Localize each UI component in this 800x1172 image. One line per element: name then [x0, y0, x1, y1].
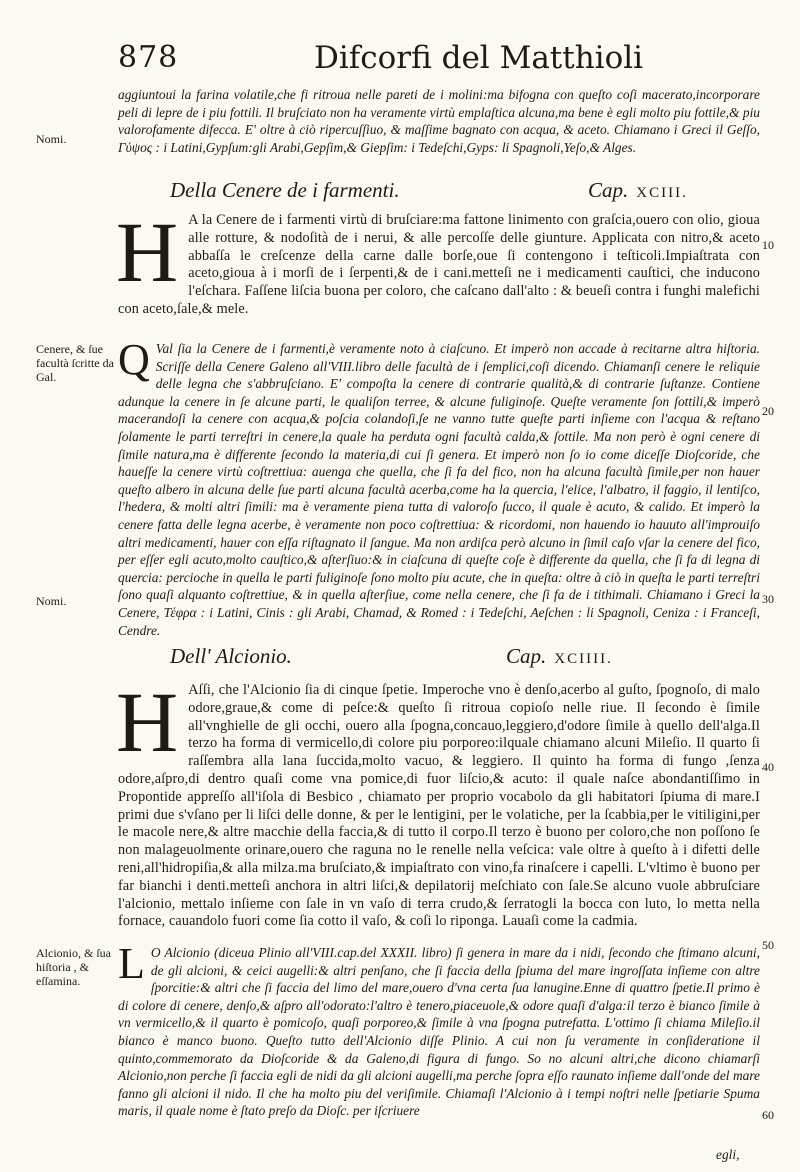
page-number: 878 [118, 40, 179, 75]
drop-cap: L [118, 939, 145, 988]
chapter-label: Cap. XCIIII. [506, 644, 613, 668]
chapter-label: Cap. XCIII. [588, 178, 688, 202]
section-heading-alcionio [170, 644, 730, 674]
commentary-cenere: Q Val ſia la Cenere de i farmenti,è veramente noto à ciaſcuno. Et imperò non accade à recitarne altra hiſtoria. Scriſſe della Cenere Galeno all'VIII.libro delle facultà de i ſemplici,coſi dicendo. Chiamanſi cenere le reliquie delle legna che s'abbruſciano. E' compoſta la cenere di contrarie qualità,& di contrarie ſuſtanze. Contiene adunque la cenere in ſe alcune parti, le qualiſon terree, & alcune fuliginoſe. Queſte veramente ſon ſottili,& imperò macerandoſi la cenere con acqua,& poſcia colandoſi,ſe ne vanno tutte queſte parti inſieme con l'acqua & reſtano ſolamente le parti terreſtri in cenere,la quale ha perduta ogni facultà calda,& ſottile. Ma non però è ogni cenere di ſimile natura,ma è differente ſecondo la materia,di cui ſi genera. Et imperò non ſo io come diceſſe Dioſcoride, che haueſſe la cenere virtù coſtrettiua: auenga che quella, che ſi fa del fico, non ha alcuna facultà ſimile,per non hauer queſto albero in alcuna delle ſue parti alcuna facultà acerba,come ha la quercia, l'elice, l'albatro, il faggio, il lentiſco, l'hedera, & molti altri ſimili: ma è veramente piena tutta di valoroſo ſucco, il quale è acuto, & calido. Et imperò la cenere fatta delle legna acerbe, è veramente non poco coſtrettiua: & ricordomi, non hauendo io hauuto all'improuiſo altri medicamenti, hauer con eſſa riſtagnato il ſangue. Ma non ardiſca però alcuno in ſimil caſo vſar la cenere del fico, per eſſer egli acuto,molto cauſtico,& aſterſiuo:& in ciaſcuna di queſte coſe è differente da quella, che ſi fa di legna di quercia: percioche in quella le parti fuliginoſe ſono molto piu acute, che in queſta: oltre à ciò in queſta le parti terreſtri ſono quaſi alquanto coſtrettiue, & in quella aſterſiue, come nella cenere, che ſi fa de i tithimali. Chiamano i Greci la Cenere, Τέφρα : i Latini, Cinis : gli Arabi, Chamad, & Romed : i Tedeſchi, Aeſchen : li Spagnoli, Ceniza : i Franceſi, Cendre. [118, 335, 760, 638]
line-number: 10 [762, 238, 774, 252]
main-text-cenere: H A la Cenere de i farmenti virtù di bruſciare:ma fattone linimento con graſcia,ouero con olio, gioua alle rotture, & nodoſità de i nerui, & alle percoſſe delle giunture. Applicata con nitro,& aceto abbaſſa le creſcenze della carne dalle borſe,oue ſi contengono i teſticoli.Impiaſtrata con aceto,gioua à i morſi de i ſerpenti,& de i cani.metteſi ne i medicamenti cauſtici, che inducono l'eſchara. Faſſene liſcia buona per coloro, che caſcano dall'alto : & beueſi contra i funghi malefichi con aceto,ſale,& mele. [116, 204, 760, 317]
drop-cap: Q [118, 335, 150, 384]
drop-cap: H [116, 204, 179, 300]
chapter-number: XCIIII. [554, 651, 613, 667]
line-number: 20 [762, 404, 774, 418]
margin-note-nomi: Nomi. [36, 594, 67, 608]
margin-note-cenere: Cenere, & ſue facultà ſcritte da Gal. [36, 342, 114, 384]
line-number: 60 [762, 1108, 774, 1122]
running-title: Difcorfi del Matthioli [314, 40, 644, 76]
line-number: 40 [762, 760, 774, 774]
line-number: 50 [762, 938, 774, 952]
chapter-number: XCIII. [636, 185, 688, 201]
main-text-alcionio: H Aſſi, che l'Alcionio ſia di cinque ſpetie. Imperoche vno è denſo,acerbo al guſto, ſpognoſo, di malo odore,graue,& come di peſce:& queſto ſi ritroua copioſo nelle riue. Il ſecondo è ſimile all'vnghielle de gli occhi, ouero alla ſpogna,concauo,leggiero,d'odore ſimile à quello dell'alga.Il terzo ha forma di vermicello,di colore piu porporeo:ilquale chiamano alcuni Mileſio. Il quarto ſi raſſembra alla lana ſuccida,molto vacuo, & leggiero. Il quinto ha forma di fungo ,ſenza odore,aſpro,di dentro quaſi come vna pomice,di fuor liſcio,& acuto: il quale naſce abondantiſſimo in Propontide appreſſo all'iſola di Besbico , chiamato per proprio vocabolo da gli habitatori ſpiuma di mare.I primi due s'vſano per li liſci delle donne, & per le lentigini, per le volatiche, per la ſcabbia,per le vitiligini,per le macole nere,& altre macchie della faccia,& di tutto il corpo.Il terzo è buono per coloro,che non poſſono ſe non malageuolmente orinare,ouero che raguna no le renelle nella veſcica: vale oltre à queſto à i difetti delle reni,all'hidropiſia,& alla milza.ma bruſciato,& impiaſtrato con vino,fa rinaſcere i capelli. L'vltimo è buono per far bianchi i denti.metteſi anchora in altri liſci,& depilatorij meſchiato con ſale.Se alcuno vuole abbruſciare l'alcionio, mettalo inſieme con ſale in vn vaſo di terra crudo,& ſerratogli la bocca con luto, lo metta nella fornace, cauandolo fuori come ſia cotto il vaſo, & coſi lo riponga. Lauaſi come la cadmia. [116, 674, 760, 930]
drop-cap: H [116, 674, 179, 770]
commentary-alcionio: L O Alcionio (diceua Plinio all'VIII.cap.del XXXII. libro) ſi genera in mare da i nidi, ſecondo che ſtimano alcuni, de gli alcioni, & ceici augelli:& altri penſano, che ſi faccia della ſpiuma del mare ingroſſata inſieme con altre ſporcitie:& altri che ſi faccia del limo del mare,ouero d'vna certa ſua lanugine.Enne di quattro ſpetie.Il primo è di colore di cenere, denſo,& aſpro all'odorato:l'altro è tenero,piaceuole,& odore quaſi d'alga:il terzo è bianco ſimile à vn vermicello,& il quarto è pomicoſo, quaſi porporeo,& ſimile à vna ſpogna putrefatta. L'ottimo ſi chiama Mileſio.il bianco è manco buono. Queſto tutto dell'Alcionio diſſe Plinio. A cui non ſu veramente in conſideratione il quinto,commemorato da Dioſcoride & da Galeno,di figura di fungo. So no alcuni altri,che dicono chiamarſi Alcionio,non perche ſi faccia egli de nidi da gli alcioni augelli,ma perche ſopra eſſo raunato inſieme dall'onde del mare fanno gli alcioni il nido. Il che ha molto piu del veriſimile. Chiamaſi l'Alcionio à i tempi noſtri nelle ſpetiarie Spuma maris, il quale nome è ſtato preſo da Dioſc. per iſcriuere [118, 939, 760, 1119]
margin-note-nomi: Nomi. [36, 132, 67, 146]
section-title: Dell' Alcionio. [170, 644, 292, 668]
page-header [118, 36, 758, 86]
section-heading-cenere [170, 178, 730, 208]
line-number: 30 [762, 592, 774, 606]
margin-note-alcionio: Alcionio, & ſua hiſtoria , & eſſamina. [36, 946, 111, 988]
intro-paragraph: aggiuntoui la farina volatile,che fi ritroua nelle pareti de i molini:ma bifogna con queſto coſi macerato,incorporare peli di lepre de i piu fottili. Il bruſciato non ha veramente virtù emplaſtica alcuna,ma bene è egli molto piu fottile,& piu valorofamente difecca. E' oltre à ciò ripercuſſiuo, & maſſime bagnato con acqua, & aceto. Chiamano i Greci il Geſſo, Γύψος : i Latini,Gypſum:gli Arabi,Gepſim,& Giepſim: i Tedeſchi,Gyps: li Spagnoli,Yeſo,& Alges. [118, 87, 760, 155]
section-title: Della Cenere de i farmenti. [170, 178, 400, 202]
catchword: egli, [716, 1147, 740, 1162]
